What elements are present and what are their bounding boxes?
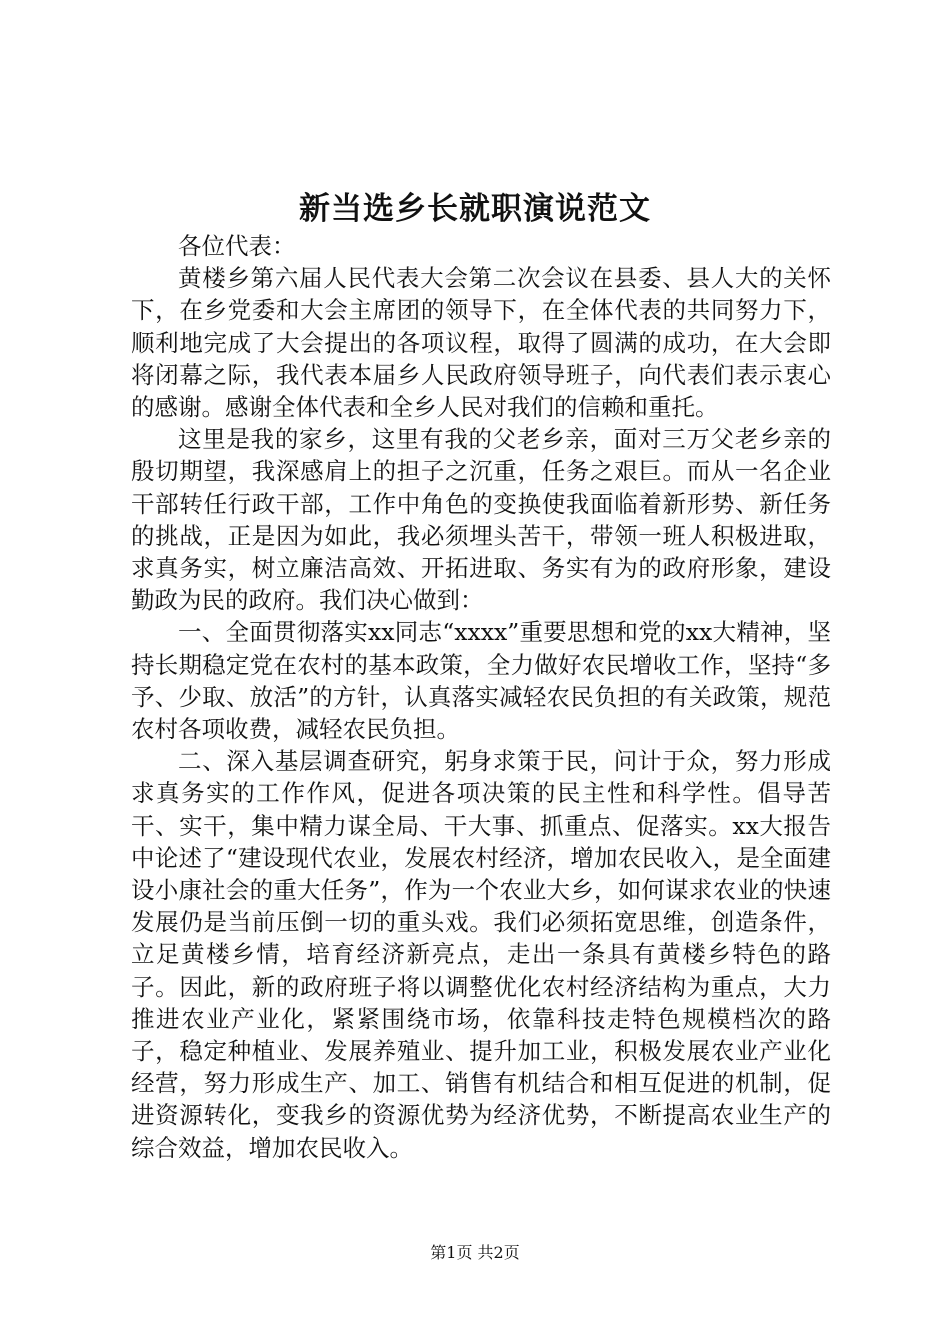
page-footer: 第1页 共2页 bbox=[430, 1243, 520, 1262]
document-title: 新当选乡长就职演说范文 bbox=[299, 191, 651, 227]
salutation: 各位代表： bbox=[178, 232, 296, 260]
paragraph-1: 黄楼乡第六届人民代表大会第二次会议在县委、县人大的关怀下，在乡党委和大会主席团的领导下，在全体代表的共同努力下，顺利地完成了大会提出的各项议程，取得了圆满的成功，在大会即将闭幕之际，我代表本届乡人民政府领导班子，向代表们表示衷心的感谢。感谢全体代表和全乡人民对我们的信赖和重托。 bbox=[131, 264, 831, 422]
paragraph-3: 一、全面贯彻落实xx同志“xxxx”重要思想和党的xx大精神，坚持长期稳定党在农村的基本政策，全力做好农民增收工作，坚持“多予、少取、放活”的方针，认真落实减轻农民负担的有关政策，规范农村各项收费，减轻农民负担。 bbox=[131, 618, 831, 744]
paragraph-2: 这里是我的家乡，这里有我的父老乡亲，面对三万父老乡亲的殷切期望，我深感肩上的担子之沉重，任务之艰巨。而从一名企业干部转任行政干部，工作中角色的变换使我面临着新形势、新任务的挑战，正是因为如此，我必须埋头苦干，带领一班人积极进取，求真务实，树立廉洁高效、开拓进取、务实有为的政府形象，建设勤政为民的政府。我们决心做到： bbox=[131, 425, 831, 615]
document-body bbox=[131, 230, 831, 1164]
paragraph-4: 二、深入基层调查研究，躬身求策于民，问计于众，努力形成求真务实的工作作风，促进各项决策的民主性和科学性。倡导苦干、实干，集中精力谋全局、干大事、抓重点、促落实。xx大报告中论述了“建设现代农业，发展农村经济，增加农民收入，是全面建设小康社会的重大任务”，作为一个农业大乡，如何谋求农业的快速发展仍是当前压倒一切的重头戏。我们必须拓宽思维，创造条件，立足黄楼乡情，培育经济新亮点，走出一条具有黄楼乡特色的路子。因此，新的政府班子将以调整优化农村经济结构为重点，大力推进农业产业化，紧紧围绕市场，依靠科技走特色规模档次的路子，稳定种植业、发展养殖业、提升加工业，积极发展农业产业化经营，努力形成生产、加工、销售有机结合和相互促进的机制，促进资源转化，变我乡的资源优势为经济优势，不断提高农业生产的综合效益，增加农民收入。 bbox=[131, 747, 831, 1162]
